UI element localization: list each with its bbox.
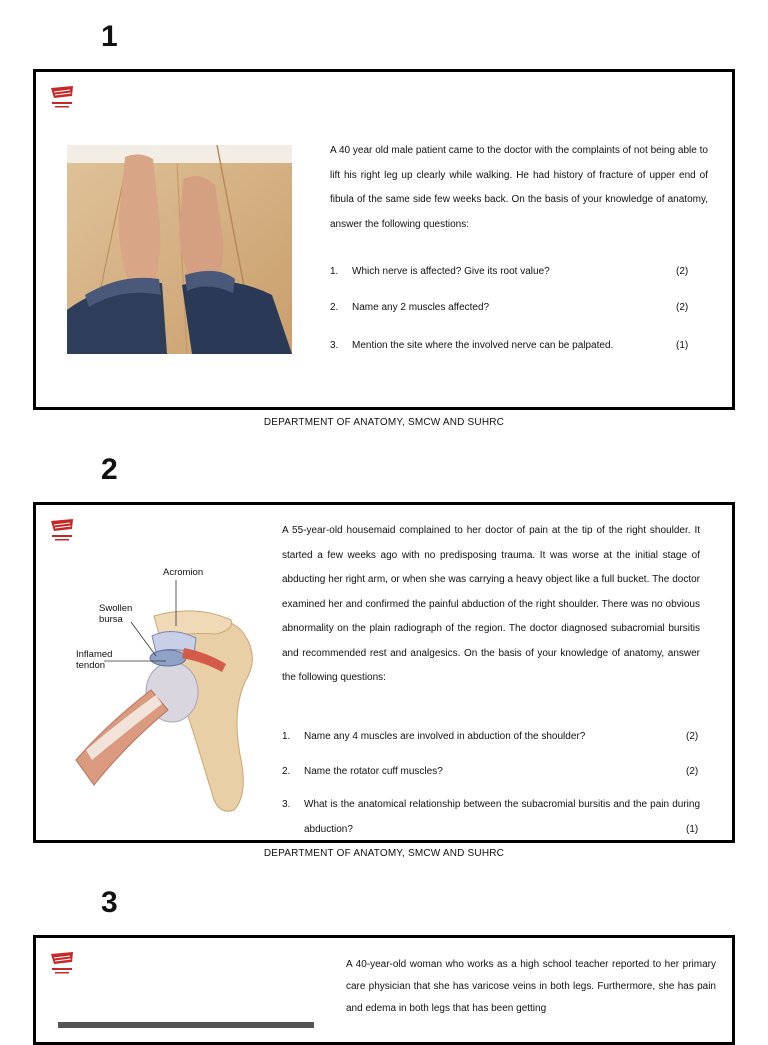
college-logo-icon [48, 950, 76, 976]
question-marks: (2) [686, 766, 699, 777]
department-caption-2: DEPARTMENT OF ANATOMY, SMCW AND SUHRC [263, 848, 505, 859]
label-acromion: Acromion [163, 567, 204, 578]
question-text: Name any 2 muscles affected? [352, 302, 490, 313]
question-2-1 [282, 725, 700, 750]
question-text: Name the rotator cuff muscles? [304, 766, 443, 777]
question-text: What is the anatomical relationship between the subacromial bursitis and the pain during abduction? [304, 799, 700, 835]
legs-photo [58, 1022, 314, 1028]
question-number: 3. [282, 799, 291, 810]
question-2-2 [282, 760, 700, 785]
question-marks: (1) [686, 823, 699, 835]
label-inflamed-tendon: Inflamed tendon [76, 649, 113, 671]
case-card-2 [33, 502, 735, 843]
question-marks: (1) [676, 340, 689, 351]
shoulder-diagram [56, 560, 276, 820]
question-text: Name any 4 muscles are involved in abduction of the shoulder? [304, 731, 586, 742]
question-number: 3. [330, 340, 339, 351]
case-card-1 [33, 69, 735, 410]
question-marks: (2) [676, 302, 689, 313]
question-marks: (2) [676, 266, 689, 277]
case-paragraph-2: A 55-year-old housemaid complained to her doctor of pain at the tip of the right shoulder. It started a few weeks ago with no predisposing trauma. It was worse at the initial stage of abducting her right arm, or when she was carrying a heavy object like a full bucket. The doctor examined her and confirmed the painful abduction of the right shoulder. There was no obvious abnormality on the plain radiograph of the region. The doctor diagnosed subacromial bursitis and recommended rest and analgesics. On the basis of your knowledge of anatomy, answer the following questions: [282, 525, 700, 683]
case-card-3 [33, 935, 735, 1045]
question-number: 2. [330, 302, 339, 313]
question-text: Which nerve is affected? Give its root value? [352, 266, 550, 277]
question-1-3 [330, 334, 708, 359]
section-number-2: 2 [101, 453, 118, 486]
college-logo-icon [48, 517, 76, 543]
question-number: 2. [282, 766, 291, 777]
label-swollen-bursa: Swollen bursa [99, 603, 133, 625]
question-2-3 [282, 793, 700, 843]
patient-feet-photo [67, 145, 292, 354]
department-caption-1: DEPARTMENT OF ANATOMY, SMCW AND SUHRC [263, 417, 505, 428]
case-paragraph-1: A 40 year old male patient came to the doctor with the complaints of not being able to lift his right leg up clearly while walking. He had history of fracture of upper end of fibula of the same side few weeks back. On the basis of your knowledge of anatomy, answer the following questions: [330, 145, 708, 230]
question-number: 1. [330, 266, 339, 277]
question-1-2 [330, 296, 708, 321]
question-number: 1. [282, 731, 291, 742]
question-marks: (2) [686, 731, 699, 742]
case-paragraph-3: A 40-year-old woman who works as a high school teacher reported to her primary care physician that she has varicose veins in both legs. Furthermore, she has pain and edema in both legs that has been getting [346, 959, 716, 1014]
question-text: Mention the site where the involved nerve can be palpated. [352, 340, 614, 351]
section-number-3: 3 [101, 886, 118, 919]
college-logo-icon [48, 84, 76, 110]
question-1-1 [330, 260, 708, 285]
section-number-1: 1 [101, 20, 118, 53]
